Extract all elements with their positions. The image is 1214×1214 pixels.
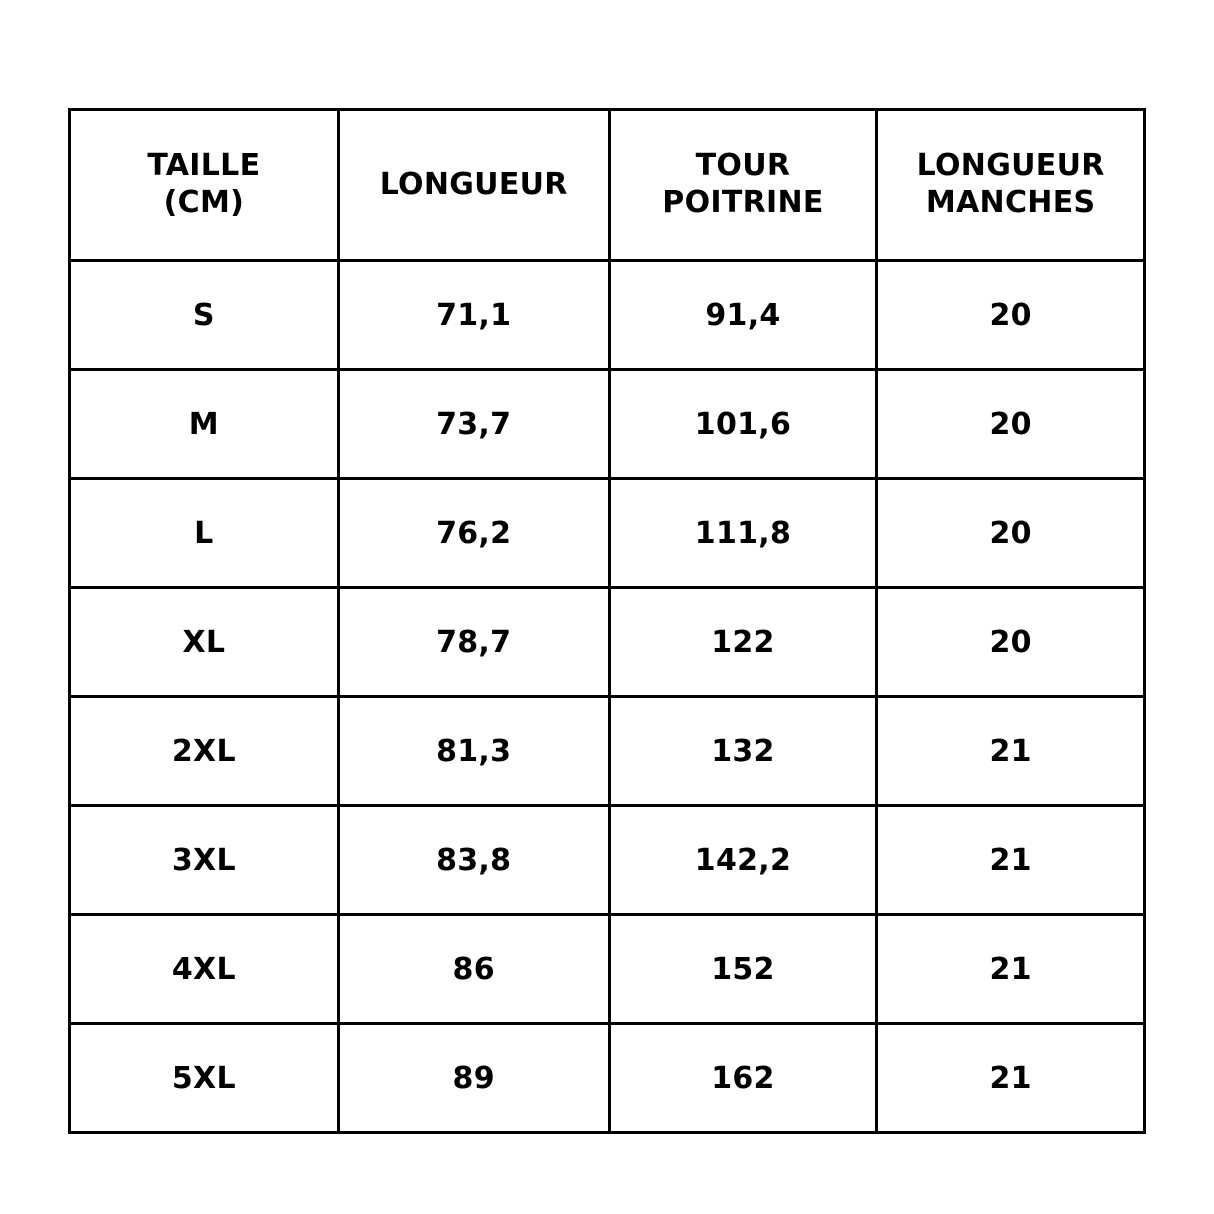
cell-taille: 5XL — [70, 1024, 339, 1133]
column-header-longueur-manches — [877, 110, 1145, 261]
cell-longueur: 78,7 — [338, 588, 609, 697]
table-row — [70, 588, 1145, 697]
cell-tour-poitrine: 142,2 — [609, 806, 877, 915]
table-body — [70, 261, 1145, 1133]
cell-tour-poitrine: 122 — [609, 588, 877, 697]
cell-taille: 2XL — [70, 697, 339, 806]
table-row — [70, 1024, 1145, 1133]
table-header-row — [70, 110, 1145, 261]
cell-longueur: 83,8 — [338, 806, 609, 915]
cell-tour-poitrine: 101,6 — [609, 370, 877, 479]
cell-longueur: 76,2 — [338, 479, 609, 588]
size-chart-table-container — [68, 108, 1146, 1107]
column-header-tour-poitrine-line-1: TOUR — [695, 148, 791, 184]
column-header-taille-line-1: TAILLE — [147, 148, 261, 184]
cell-taille: XL — [70, 588, 339, 697]
cell-longueur-manches: 20 — [877, 479, 1145, 588]
cell-longueur: 81,3 — [338, 697, 609, 806]
cell-taille: S — [70, 261, 339, 370]
cell-taille: 4XL — [70, 915, 339, 1024]
size-chart-table — [68, 108, 1146, 1134]
cell-longueur-manches: 20 — [877, 370, 1145, 479]
cell-tour-poitrine: 152 — [609, 915, 877, 1024]
cell-longueur: 71,1 — [338, 261, 609, 370]
cell-taille: L — [70, 479, 339, 588]
cell-longueur: 73,7 — [338, 370, 609, 479]
table-row — [70, 915, 1145, 1024]
table-header — [70, 110, 1145, 261]
cell-tour-poitrine: 162 — [609, 1024, 877, 1133]
cell-longueur: 86 — [338, 915, 609, 1024]
table-row — [70, 697, 1145, 806]
column-header-taille — [70, 110, 339, 261]
cell-tour-poitrine: 132 — [609, 697, 877, 806]
cell-longueur-manches: 20 — [877, 588, 1145, 697]
cell-longueur-manches: 20 — [877, 261, 1145, 370]
cell-longueur-manches: 21 — [877, 1024, 1145, 1133]
cell-longueur: 89 — [338, 1024, 609, 1133]
column-header-longueur — [338, 110, 609, 261]
column-header-longueur-line-1: LONGUEUR — [379, 166, 568, 202]
column-header-longueur-manches-line-1: LONGUEUR — [916, 148, 1105, 184]
cell-tour-poitrine: 111,8 — [609, 479, 877, 588]
table-row — [70, 806, 1145, 915]
column-header-longueur-manches-line-2: MANCHES — [925, 185, 1096, 220]
table-row — [70, 261, 1145, 370]
cell-longueur-manches: 21 — [877, 697, 1145, 806]
column-header-tour-poitrine-line-2: POITRINE — [662, 185, 824, 220]
table-row — [70, 479, 1145, 588]
cell-taille: M — [70, 370, 339, 479]
column-header-tour-poitrine — [609, 110, 877, 261]
cell-taille: 3XL — [70, 806, 339, 915]
table-row — [70, 370, 1145, 479]
cell-longueur-manches: 21 — [877, 806, 1145, 915]
cell-longueur-manches: 21 — [877, 915, 1145, 1024]
column-header-taille-line-2: (CM) — [163, 185, 245, 220]
cell-tour-poitrine: 91,4 — [609, 261, 877, 370]
